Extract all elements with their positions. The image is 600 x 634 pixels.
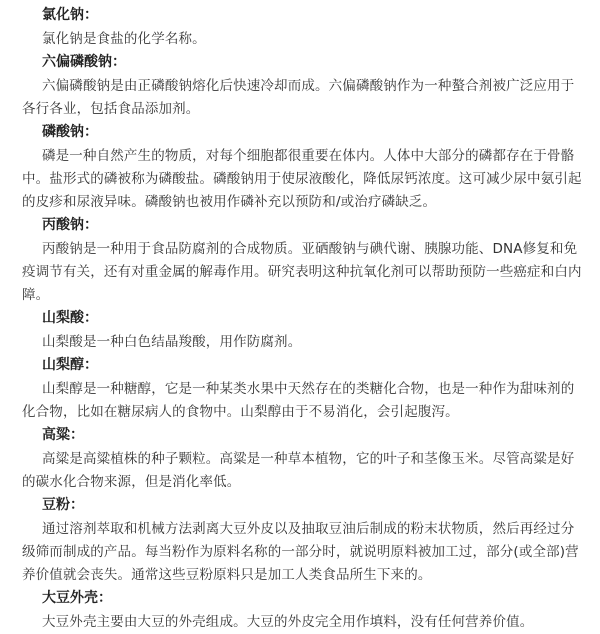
- glossary-entry-soy-flour: [22, 495, 586, 587]
- term-description: 丙酸钠是一种用于食品防腐剂的合成物质。亚硒酸钠与碘代谢、胰腺功能、DNA修复和免疫调节有关，还有对重金属的解毒作用。研究表明这种抗氧化剂可以帮助预防一些癌症和白内障。: [22, 241, 582, 303]
- term-heading: 山梨酸：: [42, 310, 98, 326]
- glossary-entry-sorbic-acid: [22, 308, 586, 354]
- term-heading: 磷酸钠：: [42, 124, 98, 140]
- term-description: 山梨酸是一种白色结晶羧酸，用作防腐剂。: [42, 334, 302, 350]
- term-heading: 丙酸钠：: [42, 217, 98, 233]
- term-description: 氯化钠是食盐的化学名称。: [42, 31, 206, 47]
- term-description: 磷是一种自然产生的物质，对每个细胞都很重要在体内。人体中大部分的磷都存在于骨骼中。盐形式的磷被称为磷酸盐。磷酸钠用于使尿液酸化，降低尿钙浓度。这可减少尿中氨引起的皮疹和尿液异味。磷酸钠也被用作磷补充以预防和/或治疗磷缺乏。: [22, 148, 582, 210]
- term-description: 高粱是高粱植株的种子颗粒。高粱是一种草本植物，它的叶子和茎像玉米。尽管高粱是好的碳水化合物来源，但是消化率低。: [22, 451, 575, 490]
- term-heading: 山梨醇：: [42, 357, 98, 373]
- glossary-entry-sodium-phosphate: [22, 122, 586, 214]
- term-heading: 高粱：: [42, 427, 84, 443]
- term-heading: 豆粉：: [42, 497, 84, 513]
- glossary-entry-sodium-hexametaphosphate: [22, 52, 586, 121]
- glossary-entry-sorghum: [22, 425, 586, 494]
- term-description: 六偏磷酸钠是由正磷酸钠熔化后快速冷却而成。六偏磷酸钠作为一种螯合剂被广泛应用于各行各业，包括食品添加剂。: [22, 78, 575, 117]
- term-description: 山梨醇是一种糖醇，它是一种某类水果中天然存在的类糖化合物，也是一种作为甜味剂的化合物，比如在糖尿病人的食物中。山梨醇由于不易消化，会引起腹泻。: [22, 381, 575, 420]
- term-heading: 氯化钠：: [42, 7, 98, 23]
- term-description: 通过溶剂萃取和机械方法剥离大豆外皮以及抽取豆油后制成的粉末状物质，然后再经过分级筛而制成的产品。每当粉作为原料名称的一部分时，就说明原料被加工过，部分(或全部)营养价值就会丧失。通常这些豆粉原料只是加工人类食品所生下来的。: [22, 521, 579, 583]
- glossary-entry-sodium-chloride: [22, 5, 586, 51]
- term-description: 大豆外壳主要由大豆的外壳组成。大豆的外皮完全用作填料，没有任何营养价值。: [42, 614, 534, 630]
- term-heading: 大豆外壳：: [42, 590, 112, 606]
- glossary-entry-sodium-propionate: [22, 215, 586, 307]
- glossary-entry-sorbitol: [22, 355, 586, 424]
- glossary-entry-soybean-hulls: [22, 588, 586, 634]
- term-heading: 六偏磷酸钠：: [42, 54, 126, 70]
